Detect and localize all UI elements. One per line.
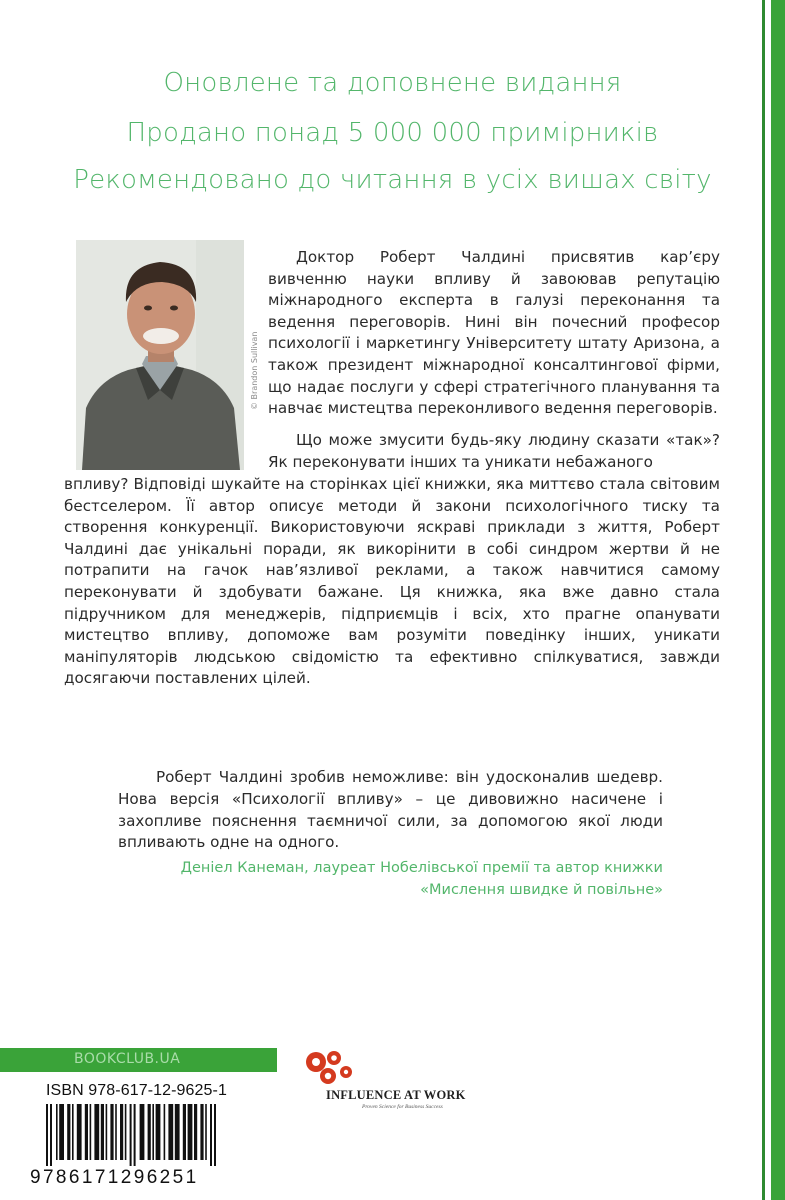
barcode-bar: [148, 1104, 151, 1160]
barcode-bar: [125, 1104, 127, 1160]
book-description-paragraph: впливу? Відповіді шукайте на сторінках цієї книжки, яка миттєво стала світовим бестселером. Її автор описує методи й закони психологічного тиску та створення конкуренції. Використовуючи яскраві приклади з життя, Роберт Чалдині дає унікальні поради, як викорінити в собі синдром жертви й не потрапити на гачок нав’язливої реклами, а також навчитися самому переконувати й здобувати бажане. Ця книжка, яка вже давно стала підручником для менеджерів, підприємців і всіх, хто прагне опанувати мистецтво впливу, допоможе вам розуміти поведінку інших, уникати маніпуляторів людською свідомістю та ефективно спілкуватися, завжди досягаючи поставлених цілей.: [64, 475, 720, 688]
barcode-guard-bar: [46, 1104, 48, 1166]
author-photo: [76, 240, 244, 470]
barcode-guard-bar: [134, 1104, 136, 1166]
barcode-bar: [106, 1104, 108, 1160]
publisher-gears-icon: [302, 1046, 362, 1090]
barcode-bar: [115, 1104, 117, 1160]
quote-attribution-book: «Мислення швидке й повільне»: [420, 882, 663, 898]
barcode-bar: [56, 1104, 58, 1160]
review-quote: Роберт Чалдині зробив неможливе: він удосконалив шедевр. Нова версія «Психології впливу» – це дивовижно насичене і захопливе пояснення таємничої сили, за допомогою якої люди впливають одне на одного.: [118, 768, 663, 852]
barcode-bar: [175, 1104, 180, 1160]
barcode-bar: [140, 1104, 145, 1160]
bookclub-label: BOOKCLUB.UA: [74, 1051, 181, 1067]
barcode-bar: [67, 1104, 70, 1160]
headline-recommended: Рекомендовано до читання в усіх вишах світу: [73, 165, 712, 195]
barcode-guard-bar: [130, 1104, 132, 1166]
barcode-bar: [72, 1104, 74, 1160]
barcode-bar: [205, 1104, 207, 1160]
barcode-bar: [59, 1104, 64, 1160]
headline-updated-edition: Оновлене та доповнене видання: [163, 68, 622, 98]
barcode-bar: [183, 1104, 186, 1160]
barcode-bar: [188, 1104, 193, 1160]
isbn-label: ISBN 978-617-12-9625-1: [46, 1082, 227, 1099]
barcode-bar: [156, 1104, 161, 1160]
quote-attribution-author: Деніел Канеман, лауреат Нобелівської премії та автор книжки: [180, 860, 663, 876]
barcode-guard-bar: [214, 1104, 216, 1166]
barcode-bar: [90, 1104, 92, 1160]
barcode-bar: [168, 1104, 173, 1160]
photo-credit: © Brandon Sullivan: [250, 331, 259, 410]
barcode-bar: [94, 1104, 99, 1160]
barcode-bar: [120, 1104, 123, 1160]
barcode-bar: [101, 1104, 104, 1160]
barcode-bar: [77, 1104, 82, 1160]
barcode-bar: [200, 1104, 203, 1160]
barcode-bar: [194, 1104, 197, 1160]
barcode-bar: [85, 1104, 88, 1160]
publisher-logo-tagline: Proven Science for Business Success: [362, 1104, 443, 1110]
barcode-bar: [164, 1104, 166, 1160]
book-description-intro: Що може змусити будь-яку людину сказати «так»? Як переконувати інших та уникати небажаного: [268, 431, 720, 471]
barcode-guard-bar: [210, 1104, 212, 1166]
barcode-bar: [152, 1104, 154, 1160]
barcode-bars: [44, 1104, 254, 1166]
barcode-bar: [110, 1104, 113, 1160]
barcode-number: 9786171296251: [30, 1167, 199, 1188]
headline-copies-sold: Продано понад 5 000 000 примірників: [126, 118, 659, 148]
author-bio-paragraph: Доктор Роберт Чалдині присвятив кар’єру вивченню науки впливу й завоював репутацію міжнародного експерта в галузі переконання та ведення переговорів. Нині він почесний професор психології і маркетингу Університету штату Аризона, а також президент міжнародної консалтингової фірми, що надає послуги у сфері стратегічного планування та навчає мистецтва переконливого ведення переговорів.: [268, 248, 720, 418]
publisher-logo-name: INFLUENCE AT WORK: [326, 1088, 466, 1102]
barcode-guard-bar: [50, 1104, 52, 1166]
